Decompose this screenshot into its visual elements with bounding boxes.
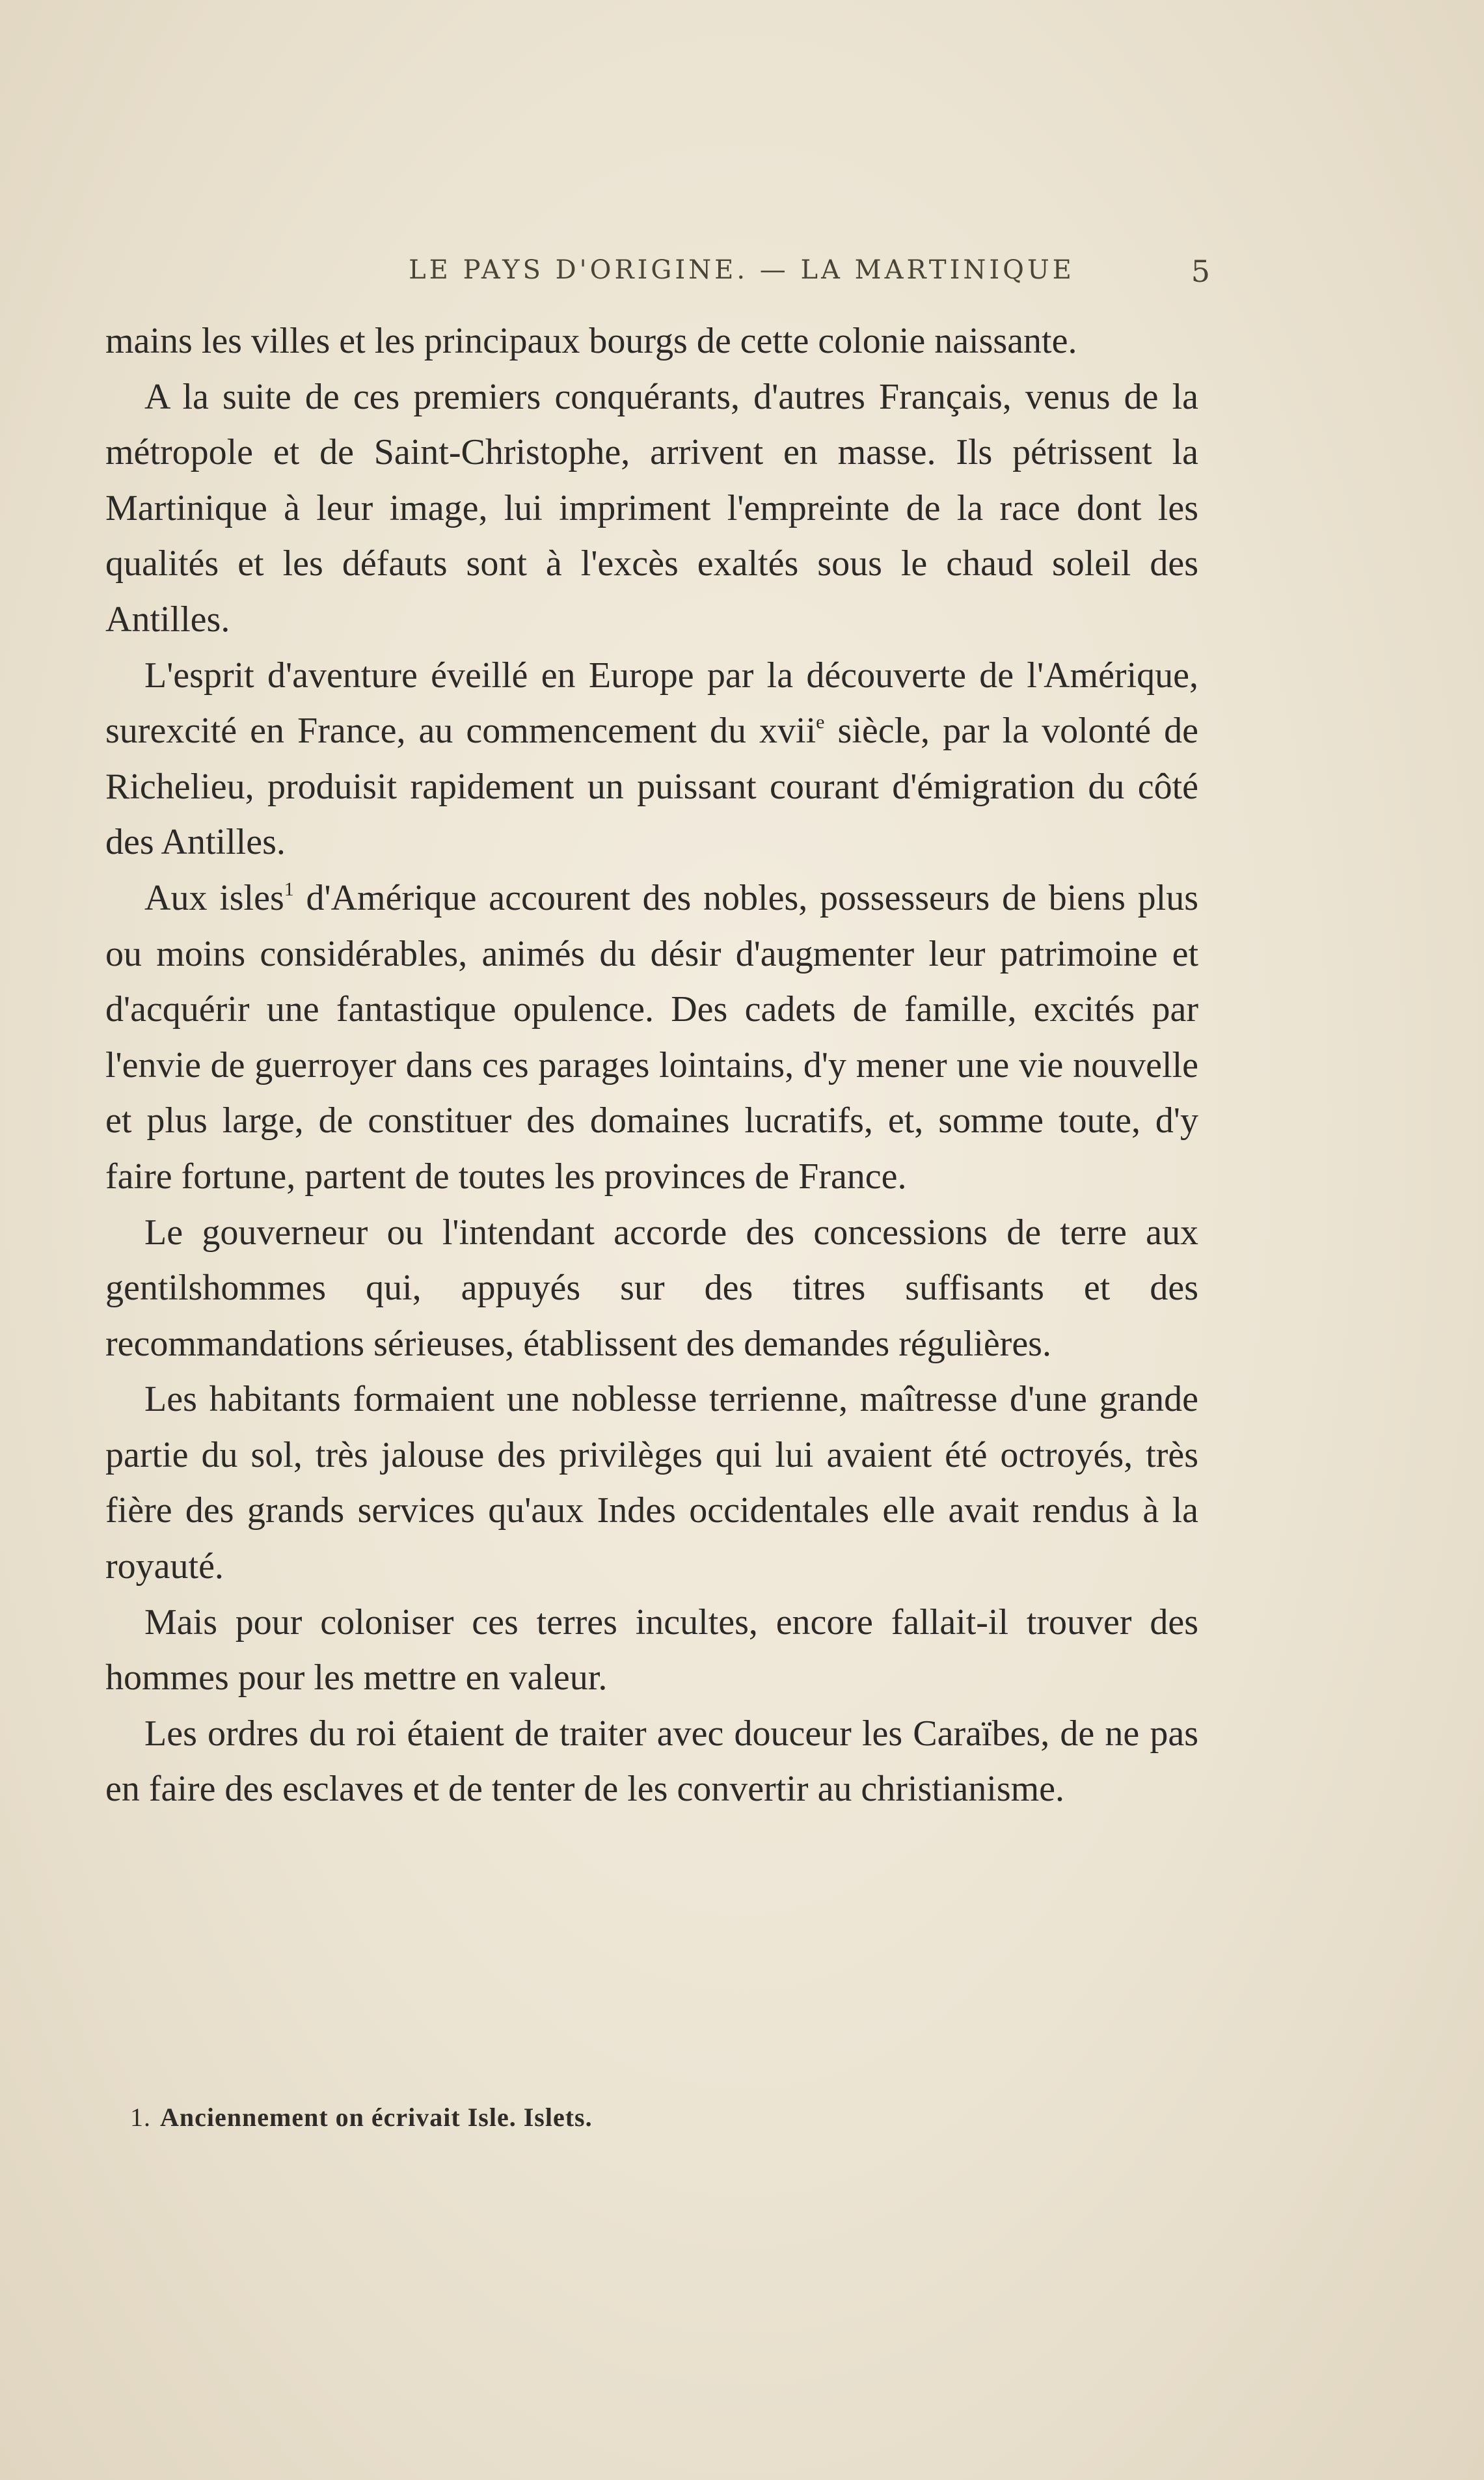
paragraph-8: Les ordres du roi étaient de traiter avec douceur les Caraïbes, de ne pas en faire des esclaves et de tenter de les convertir au christianisme. [105, 1713, 1198, 1810]
footnote-number: 1. [130, 2103, 151, 2132]
footnote-text: Anciennement on écrivait Isle. Islets. [160, 2103, 593, 2132]
century-superscript: e [816, 711, 825, 733]
page-number: 5 [1191, 254, 1210, 289]
paragraph-3 [105, 648, 1198, 871]
paragraph-6: Les habitants formaient une noblesse terrienne, maîtresse d'une grande partie du sol, très jalouse des privilèges qui lui avaient été octroyés, très fière des grands services qu'aux Indes occidentales elle avait rendus à la royauté. [105, 1379, 1198, 1587]
paragraph-1: mains les villes et les principaux bourgs de cette colonie naissante. [105, 321, 1077, 361]
paragraph-4 [105, 871, 1198, 1205]
paragraph-2: A la suite de ces premiers conquérants, d'autres Français, venus de la métropole et de Saint-Christophe, arrivent en masse. Ils pétrissent la Martinique à leur image, lui impriment l'empreinte de la race dont les qualités et les défauts sont à l'excès exaltés sous le chaud soleil des Antilles. [105, 376, 1198, 640]
footnote [130, 2102, 1106, 2133]
paragraph-5: Le gouverneur ou l'intendant accorde des concessions de terre aux gentilshommes qui, appuyés sur des titres suffisants et des recommandations sérieuses, établissent des demandes régulières. [105, 1212, 1198, 1364]
paragraph-7: Mais pour coloniser ces terres incultes, encore fallait-il trouver des hommes pour les mettre en valeur. [105, 1601, 1198, 1698]
footnote-reference[interactable]: 1 [284, 878, 294, 900]
paragraph-4-start: Aux isles [144, 877, 284, 918]
body-text [105, 314, 1198, 1818]
paragraph-3-start: L'esprit d'aventure éveillé en Europe par la découverte de l'Amérique, surexcité en France, au commencement du xvii [105, 655, 1198, 752]
paragraph-4-end: d'Amérique accourent des nobles, possesseurs de biens plus ou moins considérables, animés du désir d'augmenter leur patrimoine et d'acquérir une fantastique opulence. Des cadets de famille, excités par l'envie de guerroyer dans ces parages lointains, d'y mener une vie nouvelle et plus large, de constituer des domaines lucratifs, et, somme toute, d'y faire fortune, partent de toutes les provinces de France. [105, 877, 1199, 1197]
running-header: LE PAYS D'ORIGINE. — LA MARTINIQUE [409, 255, 1075, 285]
paragraph-3-end: siècle, par la volonté de Richelieu, produisit rapidement un puissant courant d'émigration du côté des Antilles. [105, 711, 1198, 863]
